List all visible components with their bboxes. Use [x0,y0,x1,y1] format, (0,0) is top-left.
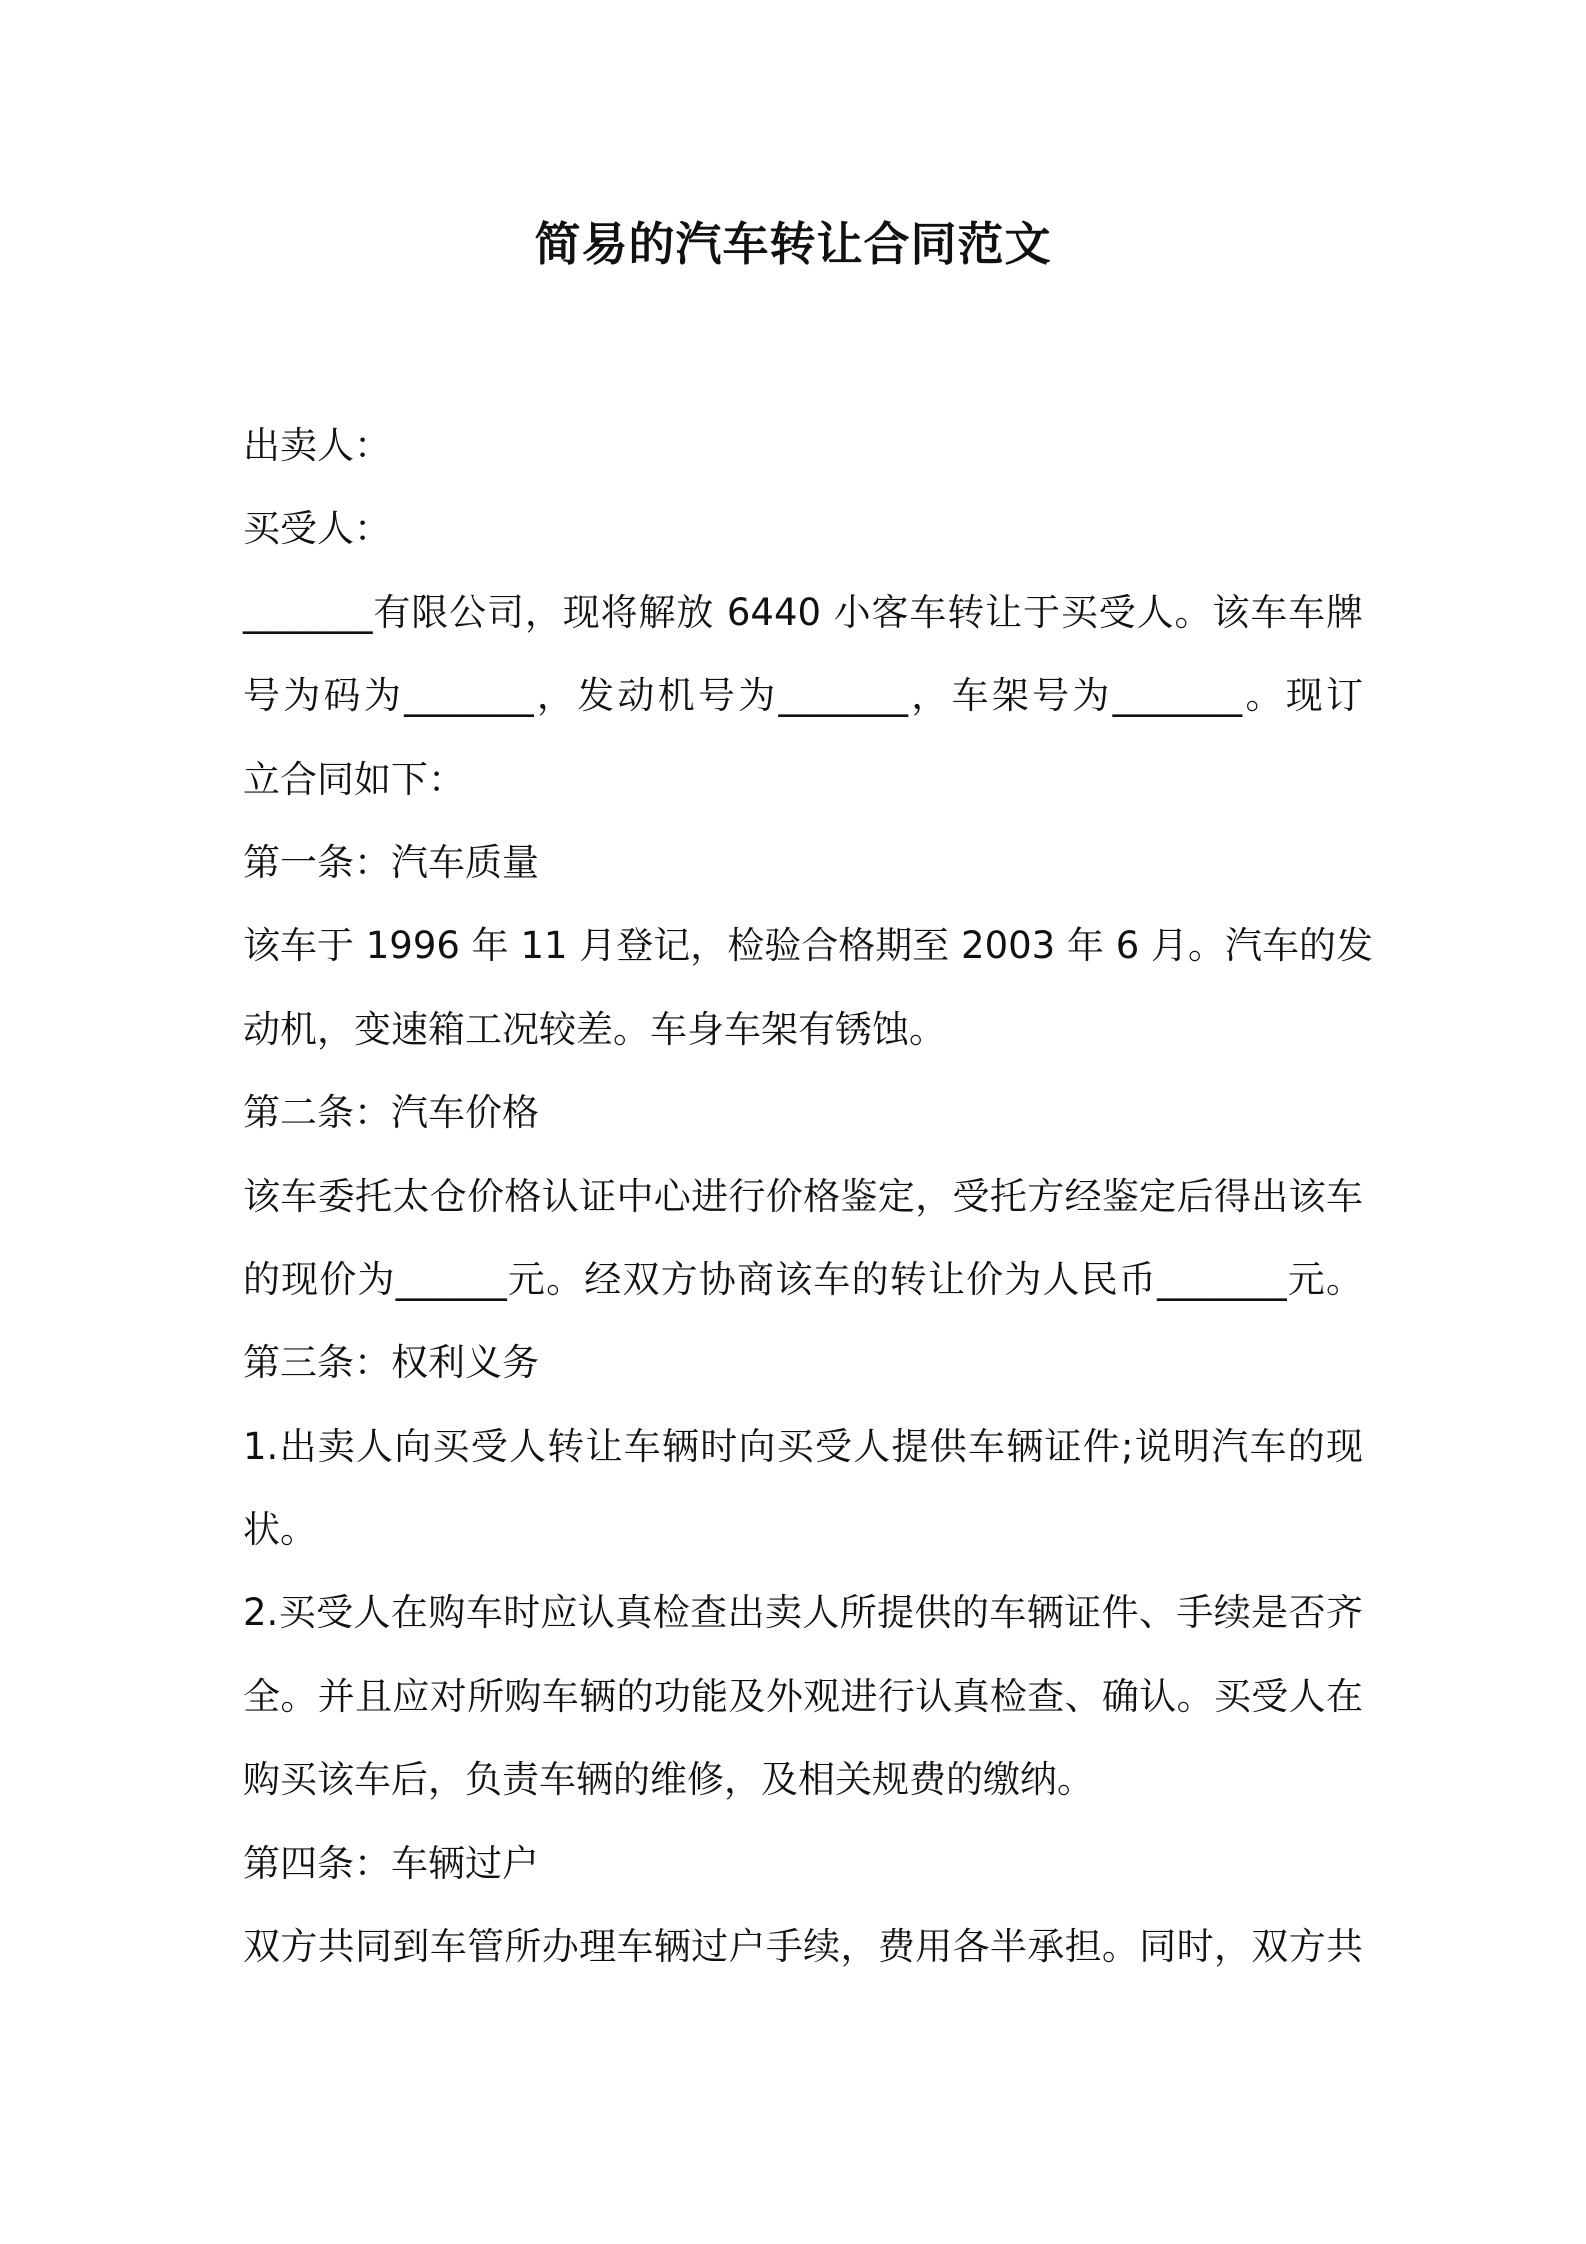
text-line: 买受人： [243,507,391,551]
text-line: 号为码为_______，发动机号为_______，车架号为_______。现订 [243,674,1363,718]
text-line: 动机，变速箱工况较差。车身车架有锈蚀。 [243,1007,946,1051]
document-body [243,404,1374,1988]
text-line: 状。 [243,1508,317,1552]
text-line: 双方共同到车管所办理车辆过户手续，费用各半承担。同时，双方共 [243,1925,1363,1969]
document-title: 简易的汽车转让合同范文 [534,217,1052,271]
text-line: 第三条：权利义务 [243,1341,539,1385]
text-line: 第四条：车辆过户 [243,1841,539,1885]
text-line: _______有限公司，现将解放 6440 小客车转让于买受人。该车车牌 [243,590,1363,634]
text-line: 第二条：汽车价格 [243,1091,539,1135]
text-line: 立合同如下： [243,757,465,801]
text-line: 该车于 1996 年 11 月登记，检验合格期至 2003 年 6 月。汽车的发 [243,924,1374,968]
text-line: 全。并且应对所购车辆的功能及外观进行认真检查、确认。买受人在 [243,1674,1363,1718]
text-line: 的现价为______元。经双方协商该车的转让价为人民币_______元。 [243,1257,1363,1301]
text-line: 第一条：汽车质量 [243,840,539,884]
text-line: 出卖人： [243,424,391,467]
text-line: 该车委托太仓价格认证中心进行价格鉴定，受托方经鉴定后得出该车 [243,1174,1363,1218]
text-line: 购买该车后，负责车辆的维修，及相关规费的缴纳。 [243,1758,1094,1802]
text-line: 1.出卖人向买受人转让车辆时向买受人提供车辆证件;说明汽车的现 [243,1424,1363,1468]
text-line: 2.买受人在购车时应认真检查出卖人所提供的车辆证件、手续是否齐 [243,1591,1363,1635]
